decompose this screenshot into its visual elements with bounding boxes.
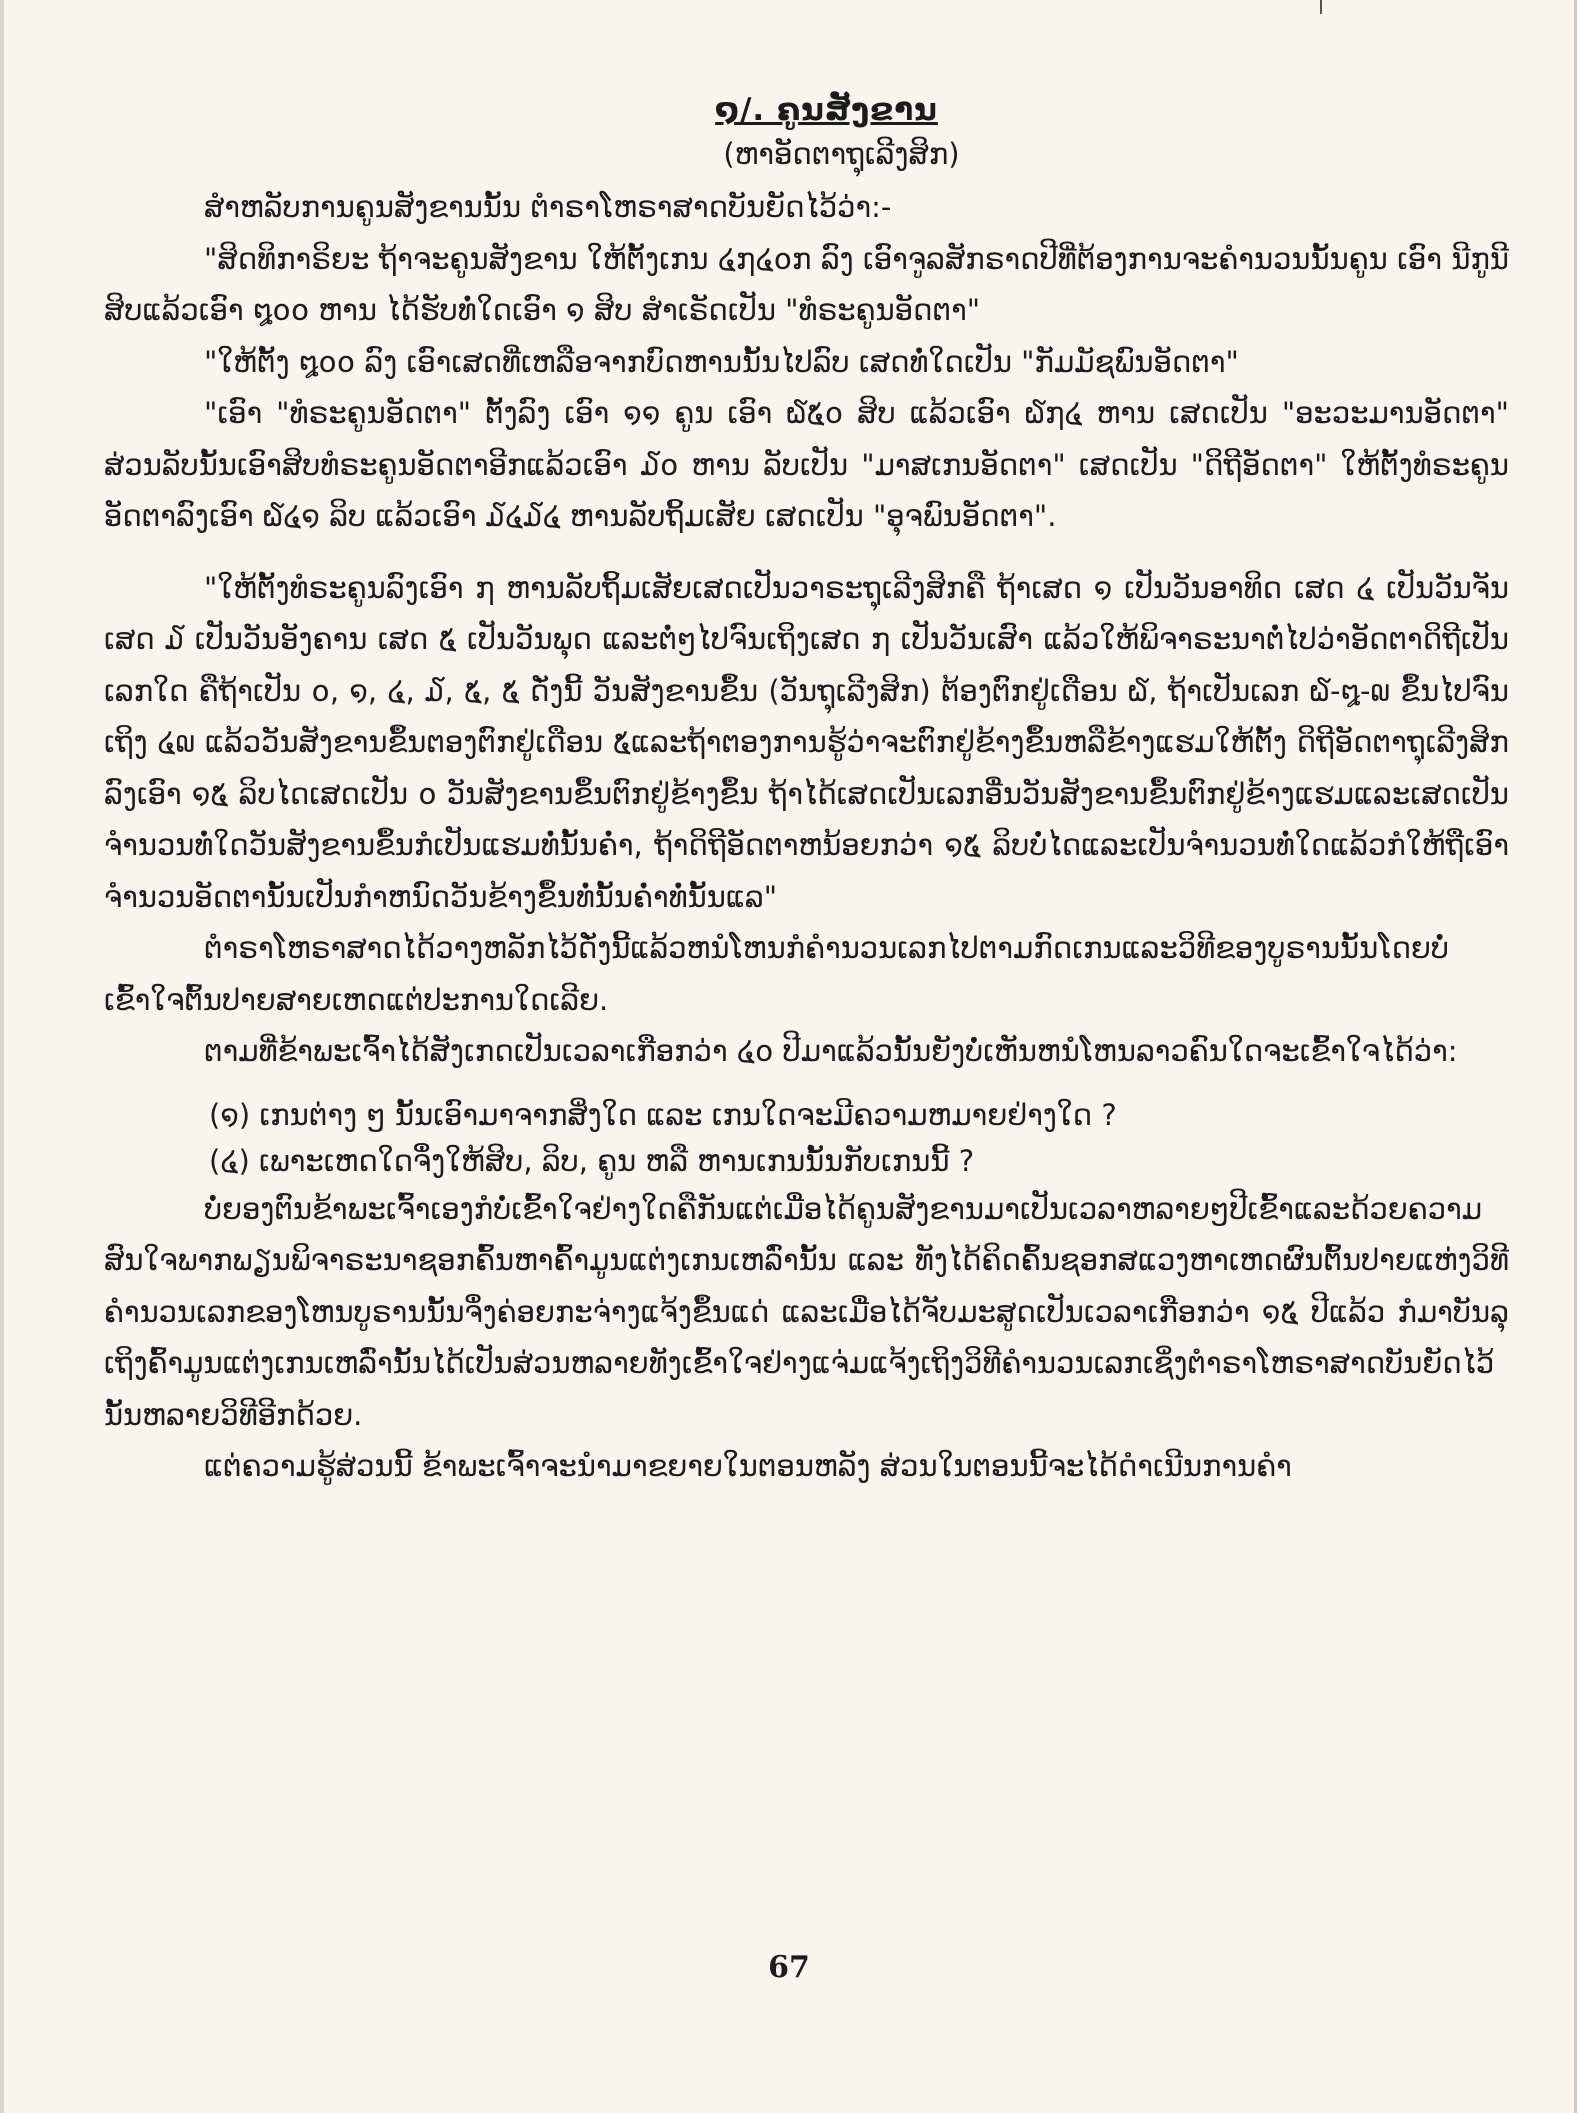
spacer [104,1078,1509,1092]
spacer [104,543,1509,563]
question-item-1: (໑) ເກນຕ່າງ ໆ ນັ້ນເອົາມາຈາກສິ່ງໃດ ແລະ ເກນໃດຈະມີຄວາມຫມາຍຢ່າງໃດ ? [209,1097,1117,1132]
section-title: ໑/. ຄູນສັງຂານ [715,92,938,128]
paragraph-rule-3: "ເອົາ "ທໍຣະຄູນອັດຕາ" ຕັ້ງລົງ ເອົາ ໑໑ ຄູນ ເອົາ ໖໕໐ ສິບ ແລ້ວເອົາ ໖໗໔ ຫານ ເສດເປັນ "ອະວະມານອັດຕາ" ສ່ວນລັບນັ້ນເອົາສິບທໍຣະຄູນອັດຕາອີກແລ້ວເອົາ ໓໐ ຫານ ລັບເປັນ "ມາສເກນອັດຕາ" ເສດເປັນ "ດິຖີອັດຕາ" ໃຫ້ຕັ້ງທໍຣະຄູນອັດຕາລົງເອົາ ໖໔໑ ລິບ ແລ້ວເອົາ ໓໔໓໔ ຫານລັບຖິ້ມເສັຍ ເສດເປັນ "ອຸຈພົນອັດຕາ". [104,396,1509,533]
paragraph-commentary: ຕຳຣາໂຫຣາສາດໄດ້ວາງຫລັກໄວ້ດັ່ງນີ້ແລ້ວຫນໍໂຫນກໍຄຳນວນເລກໄປຕາມກົດເກນແລະວິທີຂອງບູຣານນັ້ນໂດຍບໍ່ເຂົ້າໃຈຕົ້ນປາຍສາຍເຫດແຕ່ປະການໃດເລີຍ. [104,931,1450,1017]
scan-edge-mark [1320,0,1322,14]
paragraph-continuation: ແຕ່ຄວາມຮູ້ສ່ວນນີ້ ຂ້າພະເຈົ້າຈະນຳມາຂຍາຍໃນຕອນຫລັງ ສ່ວນໃນຕອນນີ້ຈະໄດ້ດຳເນີນການຄຳ [204,1449,1292,1483]
paragraph-rule-1: "ສິດທິກາຣິຍະ ຖ້າຈະຄູນສັງຂານ ໃຫ້ຕັ້ງເກນ ໔໗໔໐ກ ລົງ ເອົາຈູລສັກຣາດປີທີ່ຕ້ອງການຈະຄຳນວນນັ້ນຄູນ ເອົາ ນີກູນີ ສິບແລ້ວເອົາ ໘໐໐ ຫານ ໄດ້ຮັບທໍ່ໃດເອົາ ໑ ສິບ ສຳເຣັດເປັນ "ທໍຣະຄູນອັດຕາ" [104,241,1509,327]
page-body [104,88,1509,1493]
question-item-2: (໔) ເພາະເຫດໃດຈຶ່ງໃຫ້ສິບ, ລິບ, ຄູນ ຫລື ຫານເກນນັ້ນກັບເກນນີ້ ? [209,1143,975,1178]
paragraph-author-experience: ບໍ່ຍອງຕົນຂ້າພະເຈົ້າເອງກໍບໍ່ເຂົ້າໃຈຢ່າງໃດຄືກັນແຕ່ເມື່ອໄດ້ຄູນສັງຂານມາເປັນເວລາຫລາຍໆປີເຂົ້າແລະດ້ວຍຄວາມສົນໃຈພາກພຽນພິຈາຣະນາຊອກຄົ້ນຫາຄ້ົາມູນແຕ່ງເກນເຫລົ່ານັ້ນ ແລະ ທັງໄດ້ຄິດຄົ້ນຊອກສແວງຫາເຫດຜົນຕົ້ນປາຍແຫ່ງວິທີຄຳນວນເລກຂອງໂຫນບູຣານນັ້ນຈຶ່ງຄ່ອຍກະຈ່າງແຈ້ງຂຶ້ນແດ່ ແລະເມື່ອໄດ້ຈັບມະສູດເປັນເວລາເກືອກວ່າ ໑໕ ປີແລ້ວ ກໍມາບັນລຸເຖິງຄ້ົາມູນແຕ່ງເກນເຫລົ່ານັ້ນໄດ້ເປັນສ່ວນຫລາຍທັງເຂົ້າໃຈຢ່າງແຈ່ມແຈ້ງເຖິງວິທີຄຳນວນເລກເຊິ່ງຕຳຣາໂຫຣາສາດບັນຍັດໄວ້ນັ້ນຫລາຍວິທີອີກດ້ວຍ. [104,1191,1509,1432]
paragraph-intro: ສຳຫລັບການຄູນສັງຂານນັ້ນ ຕຳຣາໂຫຣາສາດບັນຍັດໄວ້ວ່າ:- [204,190,892,224]
section-subtitle: (ຫາອັດຕາຖຸເລີງສິກ) [723,137,960,171]
page-number: 67 [768,1950,810,1985]
paragraph-rule-2: "ໃຫ້ຕັ້ງ ໘໐໐ ລົງ ເອົາເສດທີ່ເຫລືອຈາກບົດຫານນັ້ນໄປລົບ ເສດທໍ່ໃດເປັນ "ກັມມັຊພົນອັດຕາ" [204,344,1239,379]
paragraph-rule-4: "ໃຫ້ຕັ້ງທໍຣະຄູນລົງເອົາ ໗ ຫານລັບຖິ້ມເສັຍເສດເປັນວາຣະຖຸເລີງສິກຄື ຖ້າເສດ ໑ ເປັນວັນອາທິດ ເສດ ໔ ເປັນວັນຈັນ ເສດ ໓ ເປັນວັນອັງຄານ ເສດ ໕ ເປັນວັນພຸດ ແລະຕໍ່ໆໄປຈົນເຖິງເສດ ໗ ເປັນວັນເສົາ ແລ້ວໃຫ້ພິຈາຣະນາຕໍ່ໄປວ່າອັດຕາດິຖີເປັນເລກໃດ ຄືຖ້າເປັນ ໐, ໑, ໔, ໓, ໕, ໕ ດັ່ງນີ້ ວັນສັງຂານຂຶ້ນ (ວັນຖຸເລີງສິກ) ຕ້ອງຕົກຢູ່ເດືອນ ໖, ຖ້າເປັນເລກ ໖-໘-໙ ຂຶ້ນໄປຈົນເຖິງ ໔໙ ແລ້ວວັນສັງຂານຂຶ້ນຕອງຕົກຢູ່ເດືອນ ໕ແລະຖ້າຕອງການຮູ້ວ່າຈະຕົກຢູ່ຂ້າງຂຶ້ນຫລືຂ້າງແຮມໃຫ້ຕັ້ງ ດິຖີອັດຕາຖຸເລີງສິກລົງເອົາ ໑໕ ລິບໄດເສດເປັນ ໐ ວັນສັງຂານຂຶ້ນຕົກຢູ່ຂ້າງຂຶ້ນ ຖ້າໄດ້ເສດເປັນເລກອື່ນວັນສັງຂານຂຶ້ນຕົກຢູ່ຂ້າງແຮມແລະເສດເປັນຈຳນວນທໍ່ໃດວັນສັງຂານຂຶ້ນກໍເປັນແຮມທໍ່ນັ້ນຄ່ຳ, ຖ້າດິຖີອັດຕາຫນ້ອຍກວ່າ ໑໕ ລິບບໍ່ໄດແລະເປັນຈຳນວນທໍ່ໃດແລ້ວກໍໃຫ້ຖືເອົາຈຳນວນອັດຕານັ້ນເປັນກຳຫນົດວັນຂ້າງຂຶ້ນທໍ່ນັ້ນຄ່ຳທໍ່ນັ້ນແລ" [104,570,1509,914]
paragraph-observation: ຕາມທີ່ຂ້າພະເຈົ້າໄດ້ສັງເກດເປັນເວລາເກືອກວ່າ ໔໐ ປີມາແລ້ວນັ້ນຍັງບໍ່ເຫັນຫນໍໂຫນລາວຄົນໃດຈະເຂົ້າໃຈໄດ້ວ່າ: [204,1034,1458,1068]
